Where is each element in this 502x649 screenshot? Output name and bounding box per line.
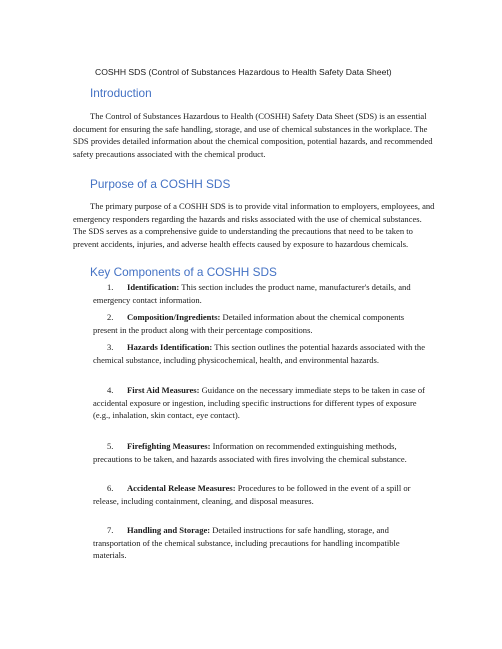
heading-introduction: Introduction <box>90 86 152 100</box>
introduction-paragraph: The Control of Substances Hazardous to Health (COSHH) Safety Data Sheet (SDS) is an essential document for ensuring the safe handling, storage, and use of chemical substances in the workplace. The SDS provides detailed information about the chemical composition, potential hazards, and recommended safety precautions associated with the chemical product. <box>73 111 433 159</box>
list-item-number: 4. <box>107 385 114 395</box>
list-item-lead: Composition/Ingredients: <box>127 312 221 322</box>
list-item-text: Guidance on the necessary immediate steps to be taken in case of accidental exposure or ingestion, including specific instructions for different types of exposure (e.g., inhalation, skin contact, eye contact). <box>93 385 425 421</box>
list-item <box>93 440 425 465</box>
list-item-number: 2. <box>107 312 114 322</box>
list-item <box>93 341 425 366</box>
list-item-number: 7. <box>107 525 114 535</box>
list-item <box>93 281 425 306</box>
list-item-text: Detailed instructions for safe handling, storage, and transportation of the chemical substance, including precautions for handling incompatible materials. <box>93 525 400 561</box>
list-item-number: 5. <box>107 441 114 451</box>
list-item-number: 6. <box>107 483 114 493</box>
heading-purpose: Purpose of a COSHH SDS <box>90 177 231 191</box>
purpose-paragraph: The primary purpose of a COSHH SDS is to provide vital information to employers, employees, and emergency responders regarding the hazards and risks associated with the use of chemical substances. The SDS serves as a comprehensive guide to understanding the precautions that need to be taken to prevent accidents, injuries, and adverse health effects caused by exposure to hazardous chemicals. <box>73 201 435 249</box>
list-item-text: This section outlines the potential hazards associated with the chemical substance, including physicochemical, health, and environmental hazards. <box>93 342 425 365</box>
list-item-lead: Handling and Storage: <box>127 525 211 535</box>
list-item <box>93 384 425 422</box>
list-item-lead: Firefighting Measures: <box>127 441 211 451</box>
list-item-number: 1. <box>107 282 114 292</box>
heading-key-components: Key Components of a COSHH SDS <box>90 265 277 279</box>
list-item-text: Information on recommended extinguishing methods, precautions to be taken, and hazards associated with fires involving the chemical substance. <box>93 441 407 464</box>
list-item-lead: Accidental Release Measures: <box>127 483 236 493</box>
list-item-text: Detailed information about the chemical components present in the product along with their percentage compositions. <box>93 312 405 335</box>
document-title: COSHH SDS (Control of Substances Hazardous to Health Safety Data Sheet) <box>95 67 392 77</box>
list-item-lead: First Aid Measures: <box>127 385 200 395</box>
list-item <box>93 311 425 336</box>
list-item-text: Procedures to be followed in the event of a spill or release, including containment, cleaning, and disposal measures. <box>93 483 411 506</box>
list-item-lead: Hazards Identification: <box>127 342 213 352</box>
list-item-number: 3. <box>107 342 114 352</box>
list-item <box>93 482 425 507</box>
list-item-text: This section includes the product name, manufacturer's details, and emergency contact information. <box>93 282 411 305</box>
list-item-lead: Identification: <box>127 282 180 292</box>
list-item <box>93 524 425 562</box>
